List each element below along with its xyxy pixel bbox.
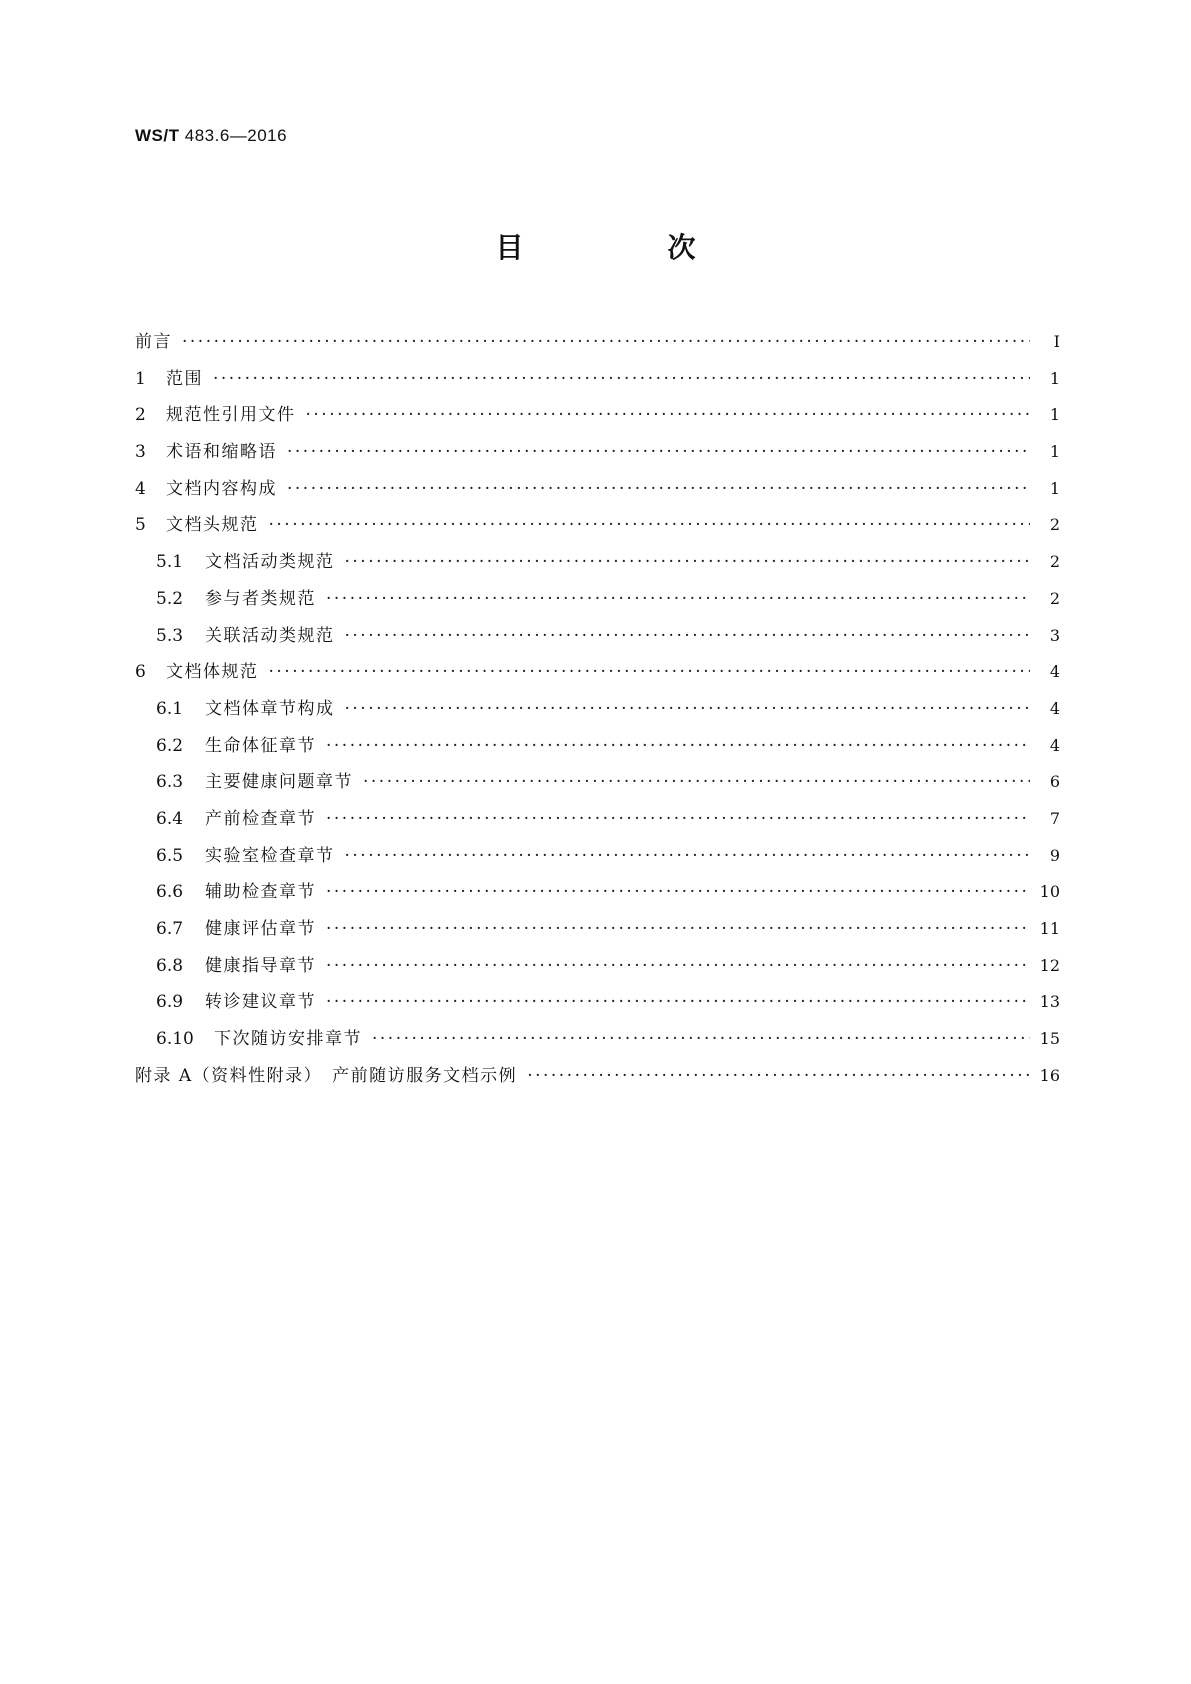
toc-leader (287, 471, 1030, 508)
toc-entry-page: Ⅰ (1053, 332, 1060, 351)
toc-leader (326, 874, 1030, 911)
toc-leader (372, 1021, 1030, 1058)
toc-entry-6-2[interactable] (135, 728, 1060, 765)
toc-entry-label: 术语和缩略语 (166, 442, 277, 463)
toc-entry-6-1[interactable] (135, 691, 1060, 728)
toc-entry-number: 5.1 (156, 552, 184, 573)
toc-entry-page: 9 (1049, 845, 1060, 865)
toc-entry-label: 前言 (135, 332, 172, 352)
toc-entry-3[interactable] (135, 434, 1060, 471)
toc-entry-number: 6.6 (156, 882, 184, 903)
toc-leader (326, 984, 1030, 1021)
toc-leader (213, 361, 1030, 398)
toc-entry-label: 规范性引用文件 (166, 405, 296, 426)
toc-entry-page: 4 (1049, 662, 1060, 682)
toc-leader (345, 691, 1031, 728)
toc-entry-label: 参与者类规范 (205, 588, 316, 609)
toc-entry-number: 6.3 (156, 772, 184, 793)
toc-entry-number: 6.10 (156, 1029, 194, 1050)
toc-entry-page: 1 (1049, 405, 1060, 425)
toc-entry-label: 文档内容构成 (166, 478, 277, 499)
toc-entry-label: 关联活动类规范 (205, 625, 335, 646)
toc-entry-6-8[interactable] (135, 948, 1060, 985)
toc-entry-page: 11 (1039, 919, 1060, 938)
toc-entry-page: 15 (1039, 1029, 1060, 1049)
toc-leader (326, 581, 1030, 618)
toc-entry-page: 7 (1049, 808, 1060, 828)
toc-leader (345, 838, 1031, 875)
toc-entry-number: 6.4 (156, 808, 184, 829)
toc-entry-number: 6.1 (156, 698, 184, 719)
page-title: 目 次 (495, 231, 754, 264)
toc-entry-number: 4 (135, 478, 146, 499)
toc-entry-label: 范围 (166, 368, 203, 389)
toc-entry-6-6[interactable] (135, 874, 1060, 911)
toc-leader (363, 764, 1030, 801)
toc-entry-label: 辅助检查章节 (205, 882, 316, 903)
toc-leader (182, 324, 1030, 361)
toc-entry-label: 实验室检查章节 (205, 845, 335, 866)
toc-entry-number: 1 (135, 368, 146, 389)
document-code-prefix: WS/T (135, 126, 180, 145)
toc-entry-6[interactable] (135, 654, 1060, 691)
toc-entry-number: 5.2 (156, 588, 184, 609)
toc-entry-number: 5.3 (156, 625, 184, 646)
toc-entry-number: 6.8 (156, 955, 184, 976)
toc-entry-label: 健康评估章节 (205, 919, 316, 939)
toc-entry-5-3[interactable] (135, 618, 1060, 655)
toc-leader (326, 911, 1030, 948)
toc-entry-page: 10 (1039, 882, 1060, 902)
document-code-number: 483.6—2016 (184, 126, 288, 145)
toc-entry-label: 文档体规范 (166, 662, 259, 683)
toc-leader (326, 801, 1030, 838)
toc-entry-number: 6.9 (156, 992, 184, 1013)
toc-entry-label: 生命体征章节 (205, 735, 316, 756)
toc-entry-label: 下次随访安排章节 (214, 1029, 362, 1050)
toc-entry-page: 1 (1049, 368, 1060, 388)
toc-leader (345, 618, 1031, 655)
toc-entry-label: 附录 A（资料性附录） 产前随访服务文档示例 (135, 1065, 518, 1086)
toc-entry-page: 4 (1049, 735, 1060, 755)
toc-entry-number: 3 (135, 442, 146, 463)
toc-entry-number: 5 (135, 515, 146, 536)
table-of-contents (135, 324, 1060, 1094)
toc-entry-label: 产前检查章节 (205, 808, 316, 829)
toc-leader (326, 728, 1030, 765)
toc-entry-4[interactable] (135, 471, 1060, 508)
toc-leader (306, 397, 1031, 434)
toc-leader (527, 1058, 1029, 1095)
toc-entry-page: 1 (1049, 478, 1060, 498)
toc-entry-page: 2 (1049, 552, 1060, 572)
toc-leader (345, 544, 1031, 581)
toc-entry-6-5[interactable] (135, 838, 1060, 875)
toc-entry-page: 6 (1049, 772, 1060, 792)
toc-entry-page: 3 (1049, 625, 1060, 645)
toc-entry-label: 健康指导章节 (205, 955, 316, 976)
toc-entry-label: 文档头规范 (166, 515, 259, 536)
toc-entry-6-10[interactable] (135, 1021, 1060, 1058)
toc-entry-page: 2 (1049, 588, 1060, 608)
toc-entry-6-9[interactable] (135, 984, 1060, 1021)
toc-entry-page: 13 (1039, 992, 1060, 1012)
toc-entry-page: 1 (1049, 442, 1060, 462)
toc-entry-page: 2 (1049, 515, 1060, 535)
toc-entry-6-7[interactable] (135, 911, 1060, 948)
toc-entry-label: 转诊建议章节 (205, 992, 316, 1013)
toc-entry-appendix-a[interactable] (135, 1058, 1060, 1095)
toc-entry-number: 2 (135, 405, 146, 426)
toc-entry-foreword[interactable] (135, 324, 1060, 361)
toc-entry-label: 主要健康问题章节 (205, 772, 353, 793)
toc-entry-5[interactable] (135, 507, 1060, 544)
toc-entry-5-2[interactable] (135, 581, 1060, 618)
toc-leader (326, 948, 1030, 985)
toc-entry-page: 12 (1039, 955, 1060, 975)
toc-entry-page: 4 (1049, 698, 1060, 718)
toc-entry-page: 16 (1039, 1065, 1060, 1085)
toc-leader (287, 434, 1030, 471)
toc-entry-6-3[interactable] (135, 764, 1060, 801)
toc-entry-number: 6.7 (156, 919, 184, 939)
toc-entry-label: 文档体章节构成 (205, 698, 335, 719)
toc-leader (269, 507, 1031, 544)
toc-entry-1[interactable] (135, 361, 1060, 398)
toc-entry-label: 文档活动类规范 (205, 552, 335, 573)
toc-entry-number: 6.5 (156, 845, 184, 866)
toc-entry-2[interactable] (135, 397, 1060, 434)
toc-leader (269, 654, 1031, 691)
toc-entry-number: 6 (135, 662, 146, 683)
document-code (135, 126, 287, 146)
toc-entry-5-1[interactable] (135, 544, 1060, 581)
toc-entry-6-4[interactable] (135, 801, 1060, 838)
toc-entry-number: 6.2 (156, 735, 184, 756)
